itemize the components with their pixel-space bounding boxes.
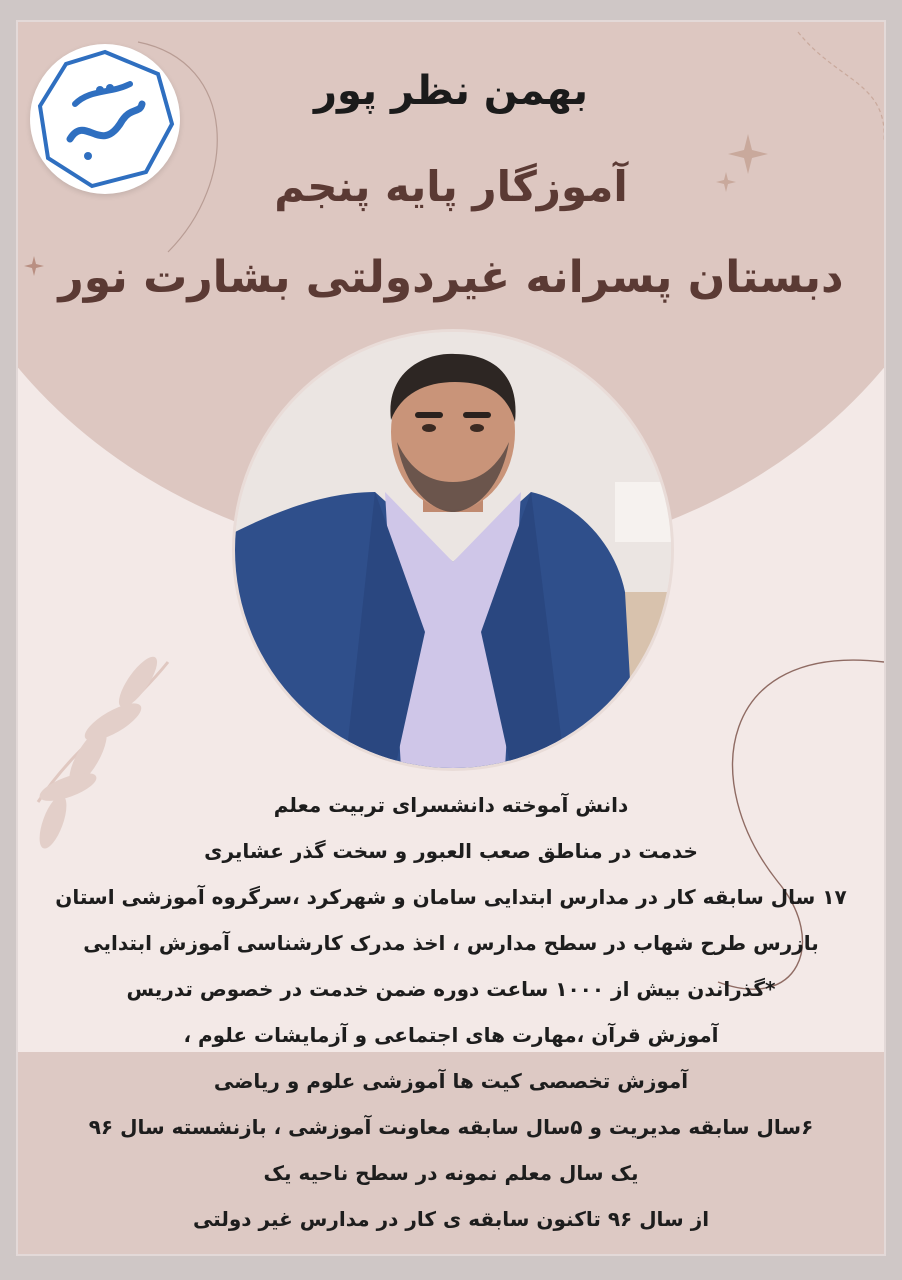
detail-line: ۶سال سابقه مدیریت و ۵سال سابقه معاونت آموزشی ، بازنشسته سال ۹۶ bbox=[88, 1115, 814, 1139]
detail-line: آموزش تخصصی کیت ها آموزشی علوم و ریاضی bbox=[213, 1069, 689, 1093]
detail-line: دانش آموخته دانشسرای تربیت معلم bbox=[273, 793, 629, 817]
school-name: دبستان پسرانه غیردولتی بشارت نور bbox=[58, 252, 844, 303]
teacher-name: بهمن نظر پور bbox=[313, 68, 589, 114]
detail-line: آموزش قرآن ،مهارت های اجتماعی و آزمایشات علوم ، bbox=[183, 1023, 719, 1047]
person-silhouette-icon bbox=[235, 332, 671, 768]
detail-line: خدمت در مناطق صعب العبور و سخت گذر عشایری bbox=[204, 839, 698, 863]
portrait-photo bbox=[235, 332, 671, 768]
detail-line: بازرس طرح شهاب در سطح مدارس ، اخذ مدرک کارشناسی آموزش ابتدایی bbox=[83, 931, 819, 955]
detail-line: از سال ۹۶ تاکنون سابقه ی کار در مدارس غیر دولتی bbox=[192, 1207, 710, 1231]
detail-line: *گذراندن بیش از ۱۰۰۰ ساعت دوره ضمن خدمت در خصوص تدریس bbox=[126, 977, 776, 1001]
detail-line: ۱۷ سال سابقه کار در مدارس ابتدایی سامان و شهرکرد ،سرگروه آموزشی استان bbox=[55, 885, 847, 909]
teacher-role: آموزگار پایه پنجم bbox=[274, 162, 628, 211]
detail-line: یک سال معلم نمونه در سطح ناحیه یک bbox=[263, 1161, 639, 1185]
details-list bbox=[20, 782, 882, 1242]
